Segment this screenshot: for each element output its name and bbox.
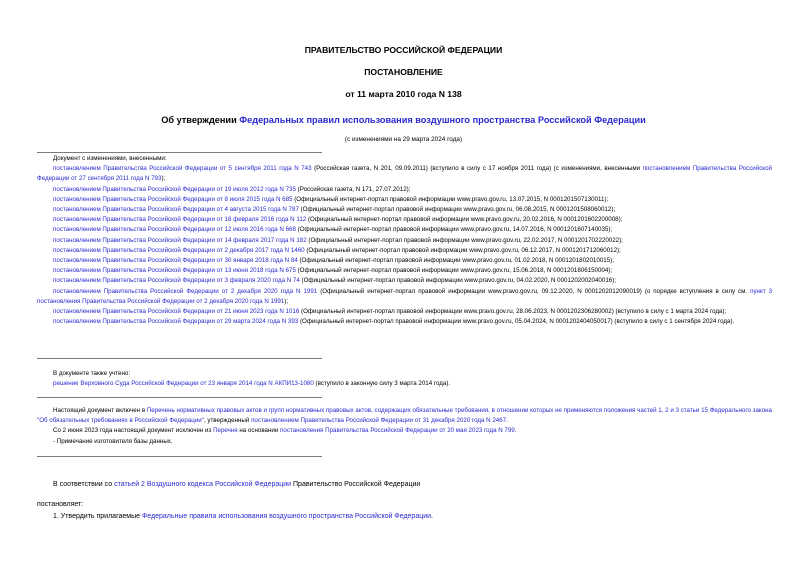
item-1-line [37,511,772,522]
amendment-item [37,185,772,195]
see-also-intro: В документе также учтено: [53,370,131,377]
preamble-line [37,479,772,490]
amendment-item [37,195,772,205]
amendment-link[interactable]: постановлением Правительства Российской Федерации от 19 июля 2012 года N 735 [53,185,296,193]
amendment-link[interactable]: постановлением Правительства Российской Федерации от 14 февраля 2017 года N 182 [53,236,307,244]
item-1-text: 1. Утвердить прилагаемые [53,513,142,520]
divider [37,152,322,153]
amendment-text: (Официальный интернет-портал правовой информации www.pravo.gov.ru, 28.06.2023, N 0001202306280002) (вступило в силу с 1 марта 2024 года); [299,308,727,316]
amendment-link[interactable]: постановлением Правительства Российской Федерации от 13 июня 2018 года N 675 [53,267,296,275]
amendment-link[interactable]: постановлением Правительства Российской Федерации от 18 февраля 2016 года N 112 [53,216,307,224]
amendment-link-secondary[interactable]: постановлением Правительства Российской Федерации от 27 сентября 2011 года N 793 [37,165,772,183]
amendments-block [37,154,772,327]
notice-text: Настоящий документ включен в [53,407,147,414]
amendment-link[interactable]: постановлением Правительства Российской Федерации от 2 декабря 2020 года N 1991 [53,287,318,295]
amendment-item [37,205,772,215]
notice-paragraph [37,406,772,426]
amendment-link-secondary[interactable]: пункт 3 постановления Правительства Российской Федерации от 2 декабря 2020 года N 1991 [37,287,772,305]
resolution-2467-link[interactable]: постановлением Правительства Российской Федерации от 31 декабря 2020 года N 2467 [251,417,507,425]
amendment-text: (Официальный интернет-портал правовой информации www.pravo.gov.ru, 06.12.2017, N 0001201712060012); [304,246,621,254]
amendment-link[interactable]: постановлением Правительства Российской Федерации от 4 августа 2015 года N 787 [53,206,299,214]
divider [37,358,322,359]
preamble-text: В соответствии со [53,481,115,488]
amendment-item [37,236,772,246]
issuer-heading: ПРАВИТЕЛЬСТВО РОССИЙСКОЙ ФЕДЕРАЦИИ [304,45,503,55]
divider [37,456,322,457]
notice-text: , утвержденный [203,417,252,425]
amendment-link[interactable]: постановлением Правительства Российской Федерации от 30 января 2018 года N 84 [53,257,298,265]
revision-note: (с изменениями на 29 марта 2024 года) [344,136,463,143]
notice-text: . [514,427,517,435]
item-1 [37,511,772,522]
preamble-text: Правительство Российской Федерации [291,481,421,488]
supreme-court-decision-link[interactable]: решение Верховного Суда Российской Федерации от 23 января 2014 года N АКПИ13-1080 [53,380,314,388]
amendment-link[interactable]: постановлением Правительства Российской Федерации от 5 сентября 2011 года N 743 [53,165,312,173]
amendment-link[interactable]: постановлением Правительства Российской Федерации от 21 июня 2023 года N 1016 [53,308,300,316]
amendment-text-tail: ); [284,297,289,305]
notice-text: Со 2 июня 2023 года настоящий документ исключен из [53,427,214,435]
amendment-text: (Официальный интернет-портал правовой информации www.pravo.gov.ru, 06.08.2015, N 0001201508060012); [298,206,616,214]
amendment-text: (Официальный интернет-портал правовой информации www.pravo.gov.ru, 15.06.2018, N 0001201806150004); [295,267,613,275]
amendment-item [37,307,772,317]
amendment-text: (Официальный интернет-портал правовой информации www.pravo.gov.ru, 22.02.2017, N 0001201702220022); [306,236,623,244]
notice-text: . [506,417,508,425]
list-link[interactable]: Перечня [213,427,238,435]
title-rules-link[interactable]: Федеральных правил использования воздушного пространства Российской Федерации [239,115,646,125]
amendment-item [37,256,772,266]
see-also-item [37,379,772,389]
amendment-item [37,317,772,327]
amendment-text: (Российская газета, N 201, 09.09.2011) (вступило в силу с 17 ноября 2011 года) (с изменениями, внесенными [311,165,643,173]
amendment-link[interactable]: постановлением Правительства Российской Федерации от 29 марта 2024 года N 393 [53,318,299,326]
amendment-text-tail: ); [161,175,166,183]
amendment-text: (Официальный интернет-портал правовой информации www.pravo.gov.ru, 09.12.2020, N 0001202012090019) (о порядке вступления в силу см. [317,287,751,295]
date-number-heading: от 11 марта 2010 года N 138 [345,89,462,99]
amendment-link[interactable]: постановлением Правительства Российской Федерации от 8 июля 2015 года N 685 [53,195,293,203]
amendment-text: (Российская газета, N 171, 27.07.2012); [295,185,411,193]
amendment-text: (Официальный интернет-портал правовой информации www.pravo.gov.ru, 14.07.2016, N 0001201607140035); [295,226,613,234]
resolution-799-link[interactable]: постановления Правительства Российской Федерации от 20 мая 2023 года N 799 [280,427,515,435]
amendment-item [37,225,772,235]
amendment-text: (Официальный интернет-портал правовой информации www.pravo.gov.ru, 05.04.2024, N 0001202404050017) (вступило в силу с 1 сентября 2024 года). [298,318,735,326]
notice-block [37,406,772,447]
preamble [37,479,772,490]
amendment-link[interactable]: постановлением Правительства Российской Федерации от 2 декабря 2017 года N 1460 [53,246,305,254]
amendment-link[interactable]: постановлением Правительства Российской Федерации от 3 февраля 2020 года N 74 [53,277,300,285]
amendment-item [37,276,772,286]
see-also-text: (вступило в законную силу 3 марта 2014 года). [313,380,451,388]
producer-note: - Примечание изготовителя базы данных. [53,437,173,445]
amendment-text: (Официальный интернет-портал правовой информации www.pravo.gov.ru, 04.02.2020, N 0001202002040016); [299,277,616,285]
amendments-intro: Документ с изменениями, внесенными: [53,155,167,162]
notice-text: на основании [237,427,281,435]
amendment-item [37,287,772,307]
requirements-list-link[interactable]: Перечень нормативных правовых актов и групп нормативных правовых актов, содержащих обязательные требования, в отношении которых не применяются положения частей 1, 2 и 3 статьи 15 Федерального закона "Об обязательных требованиях в Российской Федерации" [37,407,772,425]
document-title [0,115,807,125]
divider [37,397,322,398]
see-also-block [37,369,772,389]
resolves-text: постановляет: [37,501,84,508]
amendment-text: (Официальный интернет-портал правовой информации www.pravo.gov.ru, 20.02.2016, N 0001201602200008); [306,216,623,224]
amendment-item [37,266,772,276]
amendment-text: (Официальный интернет-портал правовой информации www.pravo.gov.ru, 13.07.2015, N 0001201507130011); [292,195,609,203]
notice-paragraph [37,426,772,436]
title-prefix: Об утверждении [161,115,240,125]
amendment-item [37,246,772,256]
amendment-text: (Официальный интернет-портал правовой информации www.pravo.gov.ru, 01.02.2018, N 0001201802010015); [297,257,614,265]
item-1-text: . [431,513,433,520]
approved-rules-link[interactable]: Федеральные правила использования воздушного пространства Российской Федерации [141,513,432,520]
air-code-article-link[interactable]: статьей 2 Воздушного кодекса Российской Федерации [114,481,292,488]
resolves-line [37,499,772,510]
amendment-link[interactable]: постановлением Правительства Российской Федерации от 12 июля 2016 года N 668 [53,226,296,234]
amendment-item [37,215,772,225]
doctype-heading: ПОСТАНОВЛЕНИЕ [364,67,443,77]
amendment-item [37,164,772,184]
